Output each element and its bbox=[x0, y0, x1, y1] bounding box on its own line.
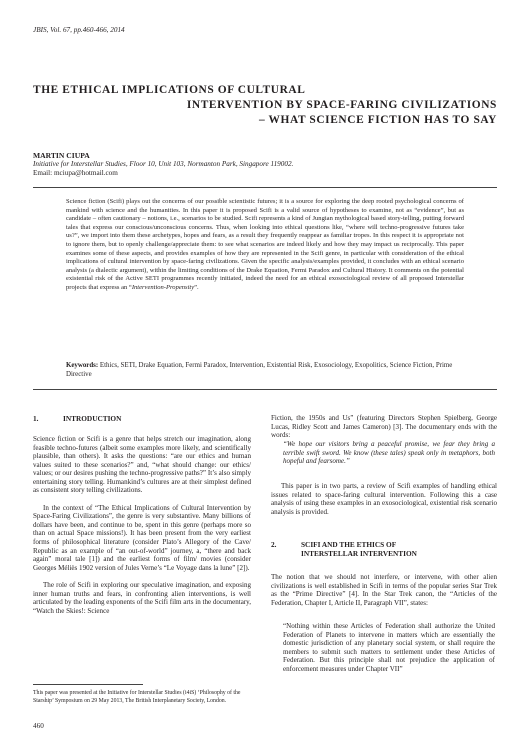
footnote-rule bbox=[33, 684, 143, 685]
footnote: This paper was presented at the Initiative for Interstellar Studies (i4iS) ‘Philosophy of the Starship’ Symposium on 29 May 2013, The British Interplanetary Society, London. bbox=[33, 690, 241, 704]
section-1-heading bbox=[33, 414, 122, 423]
keywords-label: Keywords: bbox=[66, 362, 99, 369]
abstract bbox=[66, 198, 464, 293]
page-number: 460 bbox=[33, 722, 44, 730]
intro-paragraph-3: The role of Scifi in exploring our speculative imagination, and exposing inner human truths and fears, in confronting alien interventions, is well articulated by the leading exponents of the Scifi film arts in the documentary, “Watch the Skies!: Science bbox=[33, 581, 251, 615]
abstract-bottom-rule bbox=[33, 389, 497, 390]
keywords bbox=[66, 362, 464, 380]
abstract-tail: ”. bbox=[194, 283, 199, 291]
author-name: MARTIN CIUPA bbox=[33, 151, 90, 160]
section-2-number: 2. bbox=[271, 540, 277, 549]
right-column-plan bbox=[271, 482, 497, 516]
section-2-title-line-2: INTERSTELLAR INTERVENTION bbox=[301, 549, 417, 558]
section-2-paragraph-1: The notion that we should not interfere, or intervene, with other alien civilizations is well established in Scifi in terms of the popular series Star Trek as the “Prime Directive” [4]. In the Star Trek canon, the “Articles of the Federation, Chapter I, Article II, Paragraph VII”, states: bbox=[271, 573, 497, 607]
section-2-title-line-1: SCIFI AND THE ETHICS OF bbox=[301, 540, 397, 549]
abstract-top-rule bbox=[33, 187, 497, 188]
keywords-text: Ethics, SETI, Drake Equation, Fermi Paradox, Intervention, Existential Risk, Exosociology, Exopolitics, Science Fiction, Prime Directive bbox=[66, 362, 453, 378]
title-line-1: THE ETHICAL IMPLICATIONS OF CULTURAL bbox=[33, 84, 306, 96]
paper-plan-paragraph: This paper is in two parts, a review of Scifi examples of handling ethical issues related to space-faring cultural intervention. Following this a case analysis of using these examples in an exosociological, existential risk scenario analysis is provided. bbox=[271, 482, 497, 516]
section-1-number: 1. bbox=[33, 414, 39, 423]
section-1-title: INTRODUCTION bbox=[63, 414, 122, 423]
right-column-top bbox=[271, 414, 497, 440]
section-2-heading bbox=[271, 540, 497, 558]
abstract-text: Science fiction (Scifi) plays out the concerns of our possible scientistic futures; it is a source for exploring the deep rooted psychological concerns of mankind with science and the humanities. In this paper it is proposed Scifi is a valid source of hypotheses to examine, not as “evidence”, but as candidate – often cautionary – notions, i.e., scenarios to be studied. Scifi represents a kind of Jungian mythological based story-telling, putting forward tales that express our conscious/unconscious concerns. Thus, when looking into ethical questions like, “where will techno-progressive futures take us?”, we import into them these archetypes, hopes and fears, as a result they frequently reappear as familiar tropes. In this respect it is appropriate not to ignore them, but to openly challenge/appreciate them: to see what scenarios are indeed likely and how they may impact us reciprocally. This paper examines some of these aspects, and provides examples of how they are represented in the Scifi genre, in particular with consideration of the ethical implications of cultural intervention by space-faring civilizations. Given the specific analysis/examples provided, it concludes with an ethical scenario analysis (a dialectic argument), within the limiting conditions of the Drake Equation, Fermi Paradox and Cultural History. It comments on the potential existential risk of the Active SETI programmes recently initiated, indeed the need for an ethical exosociological review of all proposed Interstellar projects that express an “ bbox=[66, 198, 464, 291]
section-2-body bbox=[271, 573, 497, 607]
intro-paragraph-2: In the context of “The Ethical Implications of Cultural Intervention by Space-Faring Civilizations”, the genre is very substantive. Many billions of dollars have been, and continue to be, spent in this genre (perhaps more so than on actual Space missions!). It has been present from the very earliest forms of philosophical literature (consider Plato’s Allegory of the Cave/ Republic as an example of “an out-of-world” journey, a, “there and back again” moral tale [1]) and the earliest forms of film/ movies (consider Georges Méliès 1902 version of Jules Verne’s “Le Voyage dans la lune” [2]). bbox=[33, 503, 251, 572]
documentary-quote: “We hope our visitors bring a peaceful promise, we fear they bring a terrible swift sword. We know (these tales) speak only in metaphors, both hopeful and fearsome.” bbox=[283, 440, 495, 466]
title-line-2: INTERVENTION BY SPACE-FARING CIVILIZATIONS bbox=[186, 99, 497, 111]
author-affiliation: Initiative for Interstellar Studies, Floor 10, Unit 103, Normanton Park, Singapore 119002. bbox=[33, 160, 294, 168]
journal-citation: JBIS, Vol. 67, pp.460-466, 2014 bbox=[33, 26, 125, 34]
prime-directive-quote: “Nothing within these Articles of Federation shall authorize the United Federation of Planets to intervene in matters which are essentially the domestic jurisdiction of any planetary social system, or shall require the members to submit such matters to settlement under these Articles of Federation. But this principle shall not prejudice the application of enforcement measures under Chapter VII” bbox=[283, 622, 495, 673]
abstract-italic-term: Intervention-Propensity bbox=[131, 283, 195, 291]
intro-paragraph-1: Science fiction or Scifi is a genre that helps stretch our imagination, along feasible techno-futures (albeit some examples more likely, and scientifically plausible, than others). It asks the questions: “are our ethics and human values suited to these scenarios?” and, “what should change: our ethics/ values; or our desires pushing the techno-progressive paths?” It’s also simply entertaining story telling. Humankind’s cultures are at their simplest defined as consistent story telling civilizations. bbox=[33, 435, 251, 495]
intro-continuation: Fiction, the 1950s and Us” (featuring Directors Stephen Spielberg, George Lucas, Ridley Scott and James Cameron) [3]. The documentary ends with the words: bbox=[271, 414, 497, 440]
paper-title bbox=[33, 83, 497, 128]
title-line-3: – WHAT SCIENCE FICTION HAS TO SAY bbox=[259, 114, 497, 126]
author-email: Email: mciupa@hotmail.com bbox=[33, 169, 118, 177]
left-column bbox=[33, 435, 251, 615]
